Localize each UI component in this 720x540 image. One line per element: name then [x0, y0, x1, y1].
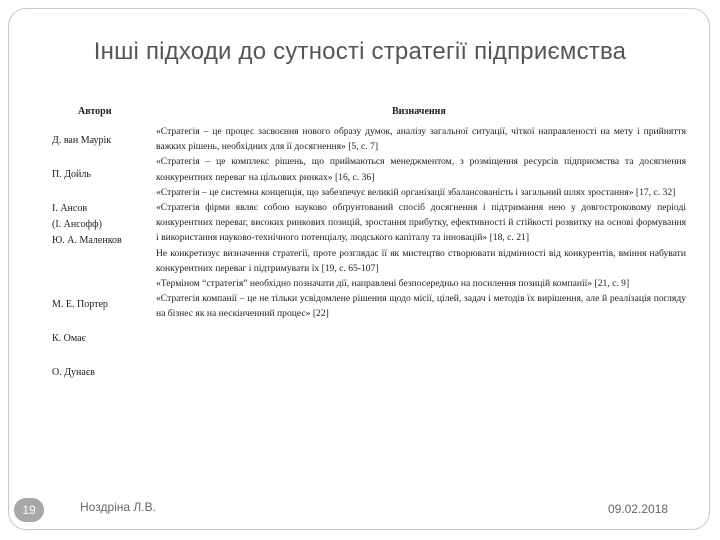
definition-text: «Стратегія – це процес засвоєння нового образу думок, аналізу загальної ситуації, чіткої направленості на мету і прийняття важких рішень, необхідних для її досягнення» [5, с. 7] [156, 126, 686, 153]
author-name: М. Е. Портер [52, 299, 108, 310]
definition-text: Не конкретизує визначення стратегії, проте розглядає її як мистецтво створювати відмінності від конкурентів, вміння набувати конкурентних переваг і підтримувати їх [19, с. 65-107] [156, 247, 686, 274]
column-header-authors: Автори [78, 106, 112, 117]
definition-text: «Терміном “стратегія” необхідно позначати дії, направлені безпосередньо на посилення позицій компанії» [21, с. 9] [156, 278, 630, 290]
definition-text: «Стратегія компанії – це не тільки усвідомлене рішення щодо місії, цілей, задач і методів їх вирішення, але й реалізація погляду на бізнес як на нескінченний процес» [22] [156, 293, 686, 320]
definition-text: «Стратегія – це системна концепція, що забезпечує великій організації збалансованість і загальний шлях зростання» [17, с. 32] [156, 186, 676, 198]
author-name: І. Ансов [52, 203, 88, 214]
author-name: К. Омає [52, 333, 86, 344]
slide-number-badge: 19 [14, 498, 44, 522]
footer-author: Ноздріна Л.В. [80, 500, 156, 514]
author-name: П. Дойль [52, 169, 91, 180]
author-name: О. Дунаєв [52, 367, 95, 378]
definition-text: «Стратегія – це комплекс рішень, що приймаються менеджментом, з розміщення ресурсів підприємства та досягнення конкурентних переваг на цільових ринках» [16, с. 36] [156, 156, 686, 183]
author-name: Ю. А. Маленков [52, 235, 122, 246]
column-header-definition: Визначення [392, 106, 446, 117]
slide-title: Інші підходи до сутності стратегії підприємства [93, 38, 627, 65]
footer-date: 09.02.2018 [608, 502, 669, 516]
definition-text: «Стратегія фірми являє собою науково обґрунтований спосіб досягнення і підтримання нею у довгостроковому періоді конкурентних переваг, високих ринкових позицій, зростання прибутку, ефективності й стійкості розвитку на основі формування і використання науково-технічного потенціалу, людського капіталу та інновацій» [18, с. 21] [156, 202, 686, 244]
author-name: Д. ван Маурік [52, 135, 112, 146]
definitions-column [156, 124, 686, 322]
author-name: (І. Ансофф) [52, 219, 102, 230]
